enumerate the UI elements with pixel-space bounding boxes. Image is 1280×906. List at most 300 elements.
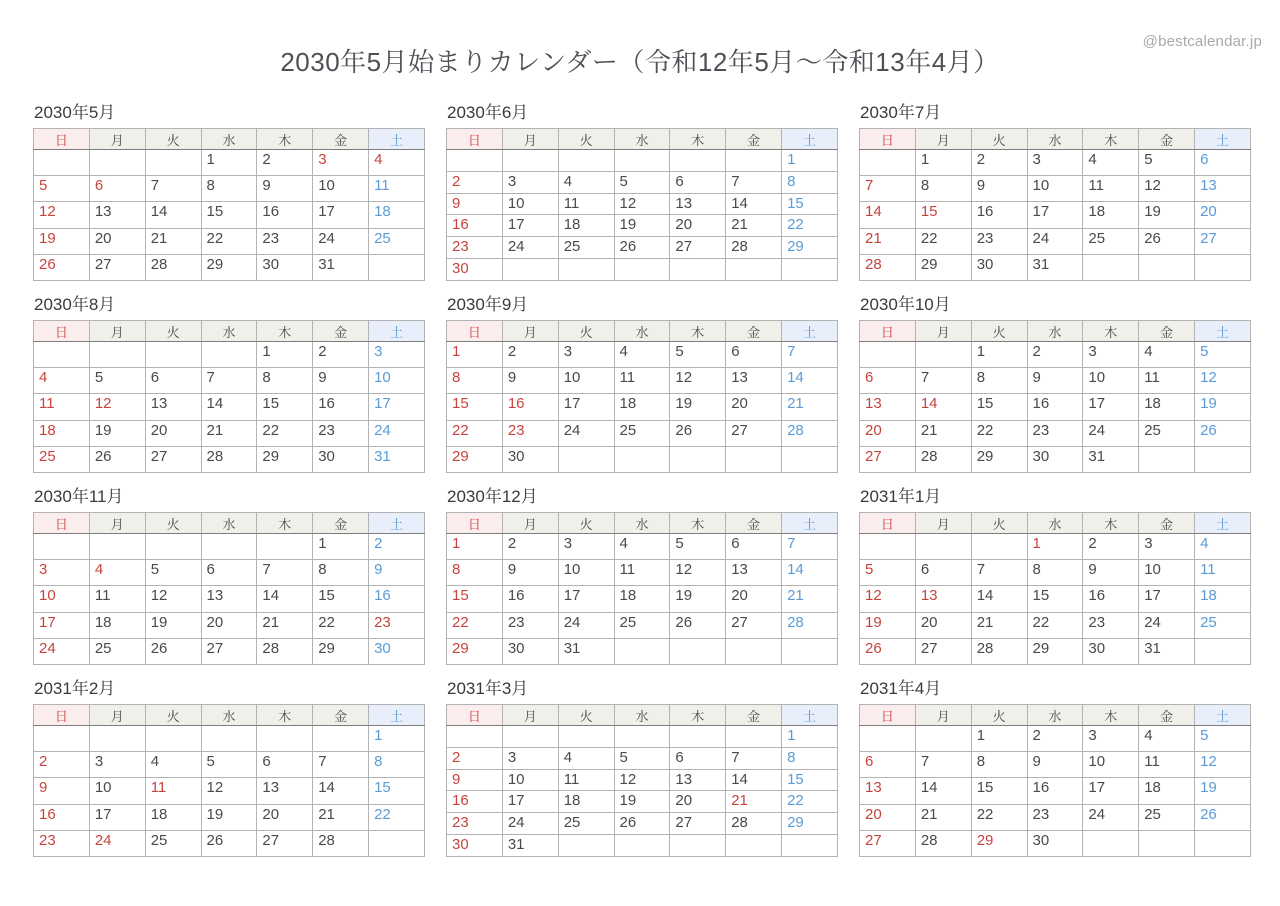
day-cell: 24 xyxy=(34,638,90,664)
day-cell: 30 xyxy=(447,835,503,857)
day-cell: 6 xyxy=(670,171,726,193)
weekday-header-wed: 水 xyxy=(614,705,670,726)
month-block xyxy=(859,103,1251,281)
day-cell: 10 xyxy=(1139,560,1195,586)
day-cell: 8 xyxy=(782,747,838,769)
day-cell: 17 xyxy=(502,791,558,813)
day-cell: 16 xyxy=(502,394,558,420)
day-cell: 28 xyxy=(971,638,1027,664)
day-cell: 6 xyxy=(670,747,726,769)
month-title: 2030年12月 xyxy=(447,487,538,506)
week-row xyxy=(447,237,838,259)
day-cell: 1 xyxy=(201,150,257,176)
week-row xyxy=(34,176,425,202)
weekday-header-sat: 土 xyxy=(369,705,425,726)
day-cell: 8 xyxy=(257,368,313,394)
day-cell: 3 xyxy=(89,752,145,778)
day-cell: 30 xyxy=(257,254,313,280)
week-row xyxy=(447,586,838,612)
weekday-header-tue: 火 xyxy=(145,513,201,534)
day-cell: 9 xyxy=(313,368,369,394)
day-cell: 13 xyxy=(670,193,726,215)
day-cell: 21 xyxy=(257,612,313,638)
day-cell: 5 xyxy=(1195,726,1251,752)
empty-cell xyxy=(447,726,503,748)
day-cell: 17 xyxy=(1139,586,1195,612)
weekday-header-sat: 土 xyxy=(782,705,838,726)
day-cell: 3 xyxy=(502,171,558,193)
day-cell: 27 xyxy=(915,638,971,664)
day-cell: 26 xyxy=(1139,228,1195,254)
empty-cell xyxy=(726,446,782,472)
weekday-header-tue: 火 xyxy=(145,129,201,150)
weekday-header-sat: 土 xyxy=(1195,705,1251,726)
month-table xyxy=(446,512,838,665)
day-cell: 25 xyxy=(1083,228,1139,254)
day-cell: 15 xyxy=(201,202,257,228)
week-row xyxy=(447,612,838,638)
day-cell: 19 xyxy=(614,215,670,237)
day-cell: 10 xyxy=(502,769,558,791)
day-cell: 6 xyxy=(860,368,916,394)
week-row xyxy=(860,726,1251,752)
day-cell: 19 xyxy=(860,612,916,638)
month-title: 2030年7月 xyxy=(860,103,942,122)
month-title: 2030年10月 xyxy=(860,295,951,314)
weekday-header-thu: 木 xyxy=(670,321,726,342)
day-cell: 25 xyxy=(558,237,614,259)
weekday-header-thu: 木 xyxy=(1083,513,1139,534)
weekday-header-sun: 日 xyxy=(860,129,916,150)
day-cell: 26 xyxy=(145,638,201,664)
week-row xyxy=(34,420,425,446)
day-cell: 23 xyxy=(34,830,90,856)
day-cell: 3 xyxy=(34,560,90,586)
day-cell: 6 xyxy=(257,752,313,778)
month-title: 2030年5月 xyxy=(34,103,116,122)
week-row xyxy=(860,202,1251,228)
weekday-header-sun: 日 xyxy=(447,129,503,150)
day-cell: 1 xyxy=(1027,534,1083,560)
day-cell: 21 xyxy=(915,804,971,830)
day-cell: 23 xyxy=(313,420,369,446)
week-row xyxy=(447,368,838,394)
month-block xyxy=(446,679,838,857)
empty-cell xyxy=(1139,254,1195,280)
day-cell: 21 xyxy=(726,215,782,237)
day-cell: 16 xyxy=(1083,586,1139,612)
day-cell: 4 xyxy=(558,747,614,769)
day-cell: 15 xyxy=(971,778,1027,804)
day-cell: 11 xyxy=(1139,368,1195,394)
day-cell: 29 xyxy=(447,446,503,472)
month-title: 2030年9月 xyxy=(447,295,529,314)
day-cell: 15 xyxy=(257,394,313,420)
day-cell: 26 xyxy=(34,254,90,280)
day-cell: 15 xyxy=(782,193,838,215)
week-row xyxy=(34,726,425,752)
day-cell: 19 xyxy=(614,791,670,813)
day-cell: 25 xyxy=(145,830,201,856)
day-cell: 28 xyxy=(726,813,782,835)
empty-cell xyxy=(915,342,971,368)
day-cell: 10 xyxy=(1083,368,1139,394)
day-cell: 23 xyxy=(1027,804,1083,830)
day-cell: 25 xyxy=(614,612,670,638)
week-row xyxy=(447,769,838,791)
day-cell: 7 xyxy=(782,534,838,560)
day-cell: 5 xyxy=(1195,342,1251,368)
empty-cell xyxy=(614,638,670,664)
day-cell: 27 xyxy=(726,420,782,446)
empty-cell xyxy=(257,534,313,560)
weekday-header-mon: 月 xyxy=(915,129,971,150)
weekday-header-sun: 日 xyxy=(447,513,503,534)
empty-cell xyxy=(670,726,726,748)
week-row xyxy=(34,804,425,830)
day-cell: 23 xyxy=(502,612,558,638)
weekday-header-mon: 月 xyxy=(915,321,971,342)
day-cell: 27 xyxy=(670,237,726,259)
month-title: 2031年1月 xyxy=(860,487,942,506)
day-cell: 24 xyxy=(502,813,558,835)
day-cell: 17 xyxy=(313,202,369,228)
empty-cell xyxy=(782,638,838,664)
day-cell: 25 xyxy=(1139,420,1195,446)
week-row xyxy=(447,813,838,835)
month-table xyxy=(859,704,1251,857)
day-cell: 28 xyxy=(915,830,971,856)
day-cell: 1 xyxy=(782,150,838,172)
day-cell: 13 xyxy=(915,586,971,612)
day-cell: 22 xyxy=(369,804,425,830)
day-cell: 7 xyxy=(726,171,782,193)
weekday-header-sat: 土 xyxy=(369,513,425,534)
day-cell: 2 xyxy=(971,150,1027,176)
week-row xyxy=(34,254,425,280)
day-cell: 2 xyxy=(369,534,425,560)
day-cell: 6 xyxy=(201,560,257,586)
empty-cell xyxy=(502,726,558,748)
day-cell: 19 xyxy=(1195,394,1251,420)
day-cell: 19 xyxy=(89,420,145,446)
day-cell: 2 xyxy=(447,747,503,769)
day-cell: 10 xyxy=(1027,176,1083,202)
day-cell: 8 xyxy=(1027,560,1083,586)
weekday-header-fri: 金 xyxy=(313,705,369,726)
day-cell: 1 xyxy=(971,726,1027,752)
day-cell: 25 xyxy=(1139,804,1195,830)
day-cell: 21 xyxy=(782,394,838,420)
day-cell: 17 xyxy=(1083,778,1139,804)
week-row xyxy=(860,228,1251,254)
empty-cell xyxy=(614,150,670,172)
empty-cell xyxy=(670,835,726,857)
day-cell: 22 xyxy=(447,420,503,446)
day-cell: 19 xyxy=(145,612,201,638)
day-cell: 23 xyxy=(257,228,313,254)
day-cell: 1 xyxy=(369,726,425,752)
weekday-header-fri: 金 xyxy=(1139,513,1195,534)
day-cell: 22 xyxy=(313,612,369,638)
day-cell: 30 xyxy=(502,638,558,664)
week-row xyxy=(34,638,425,664)
day-cell: 18 xyxy=(558,215,614,237)
day-cell: 1 xyxy=(447,534,503,560)
empty-cell xyxy=(670,446,726,472)
day-cell: 7 xyxy=(915,752,971,778)
day-cell: 7 xyxy=(313,752,369,778)
week-row xyxy=(447,259,838,281)
week-row xyxy=(34,446,425,472)
empty-cell xyxy=(89,150,145,176)
day-cell: 5 xyxy=(201,752,257,778)
day-cell: 9 xyxy=(1027,752,1083,778)
week-row xyxy=(860,778,1251,804)
weekday-header-mon: 月 xyxy=(502,513,558,534)
day-cell: 14 xyxy=(782,368,838,394)
month-block xyxy=(859,679,1251,857)
weekday-header-thu: 木 xyxy=(670,129,726,150)
day-cell: 12 xyxy=(1195,752,1251,778)
weekday-header-mon: 月 xyxy=(89,129,145,150)
day-cell: 23 xyxy=(1083,612,1139,638)
day-cell: 30 xyxy=(1027,830,1083,856)
weekday-header-sat: 土 xyxy=(782,513,838,534)
day-cell: 22 xyxy=(782,791,838,813)
weekday-header-tue: 火 xyxy=(971,705,1027,726)
day-cell: 12 xyxy=(614,769,670,791)
weekday-header-wed: 水 xyxy=(1027,321,1083,342)
weekday-header-mon: 月 xyxy=(502,321,558,342)
week-row xyxy=(860,176,1251,202)
day-cell: 1 xyxy=(257,342,313,368)
week-row xyxy=(34,342,425,368)
empty-cell xyxy=(558,259,614,281)
weekday-header-tue: 火 xyxy=(971,321,1027,342)
weekday-header-thu: 木 xyxy=(1083,321,1139,342)
empty-cell xyxy=(915,726,971,752)
month-table xyxy=(446,128,838,281)
week-row xyxy=(447,420,838,446)
weekday-header-tue: 火 xyxy=(145,321,201,342)
empty-cell xyxy=(447,150,503,172)
day-cell: 16 xyxy=(1027,778,1083,804)
week-row xyxy=(34,228,425,254)
weekday-header-thu: 木 xyxy=(1083,705,1139,726)
weekday-header-mon: 月 xyxy=(502,705,558,726)
day-cell: 31 xyxy=(1027,254,1083,280)
day-cell: 8 xyxy=(971,368,1027,394)
empty-cell xyxy=(860,342,916,368)
empty-cell xyxy=(34,342,90,368)
day-cell: 17 xyxy=(558,586,614,612)
day-cell: 29 xyxy=(782,237,838,259)
day-cell: 9 xyxy=(1027,368,1083,394)
month-block xyxy=(33,103,425,281)
month-block xyxy=(446,487,838,665)
day-cell: 18 xyxy=(369,202,425,228)
weekday-header-sat: 土 xyxy=(369,129,425,150)
day-cell: 3 xyxy=(313,150,369,176)
weekday-header-sat: 土 xyxy=(1195,129,1251,150)
weekday-header-sat: 土 xyxy=(782,129,838,150)
weekday-header-fri: 金 xyxy=(726,705,782,726)
empty-cell xyxy=(1195,830,1251,856)
day-cell: 12 xyxy=(1195,368,1251,394)
day-cell: 22 xyxy=(971,804,1027,830)
day-cell: 20 xyxy=(670,215,726,237)
day-cell: 18 xyxy=(89,612,145,638)
month-block xyxy=(446,295,838,473)
empty-cell xyxy=(89,726,145,752)
day-cell: 20 xyxy=(1195,202,1251,228)
empty-cell xyxy=(726,726,782,748)
day-cell: 24 xyxy=(502,237,558,259)
day-cell: 13 xyxy=(201,586,257,612)
day-cell: 18 xyxy=(614,586,670,612)
day-cell: 24 xyxy=(558,420,614,446)
day-cell: 18 xyxy=(34,420,90,446)
weekday-header-fri: 金 xyxy=(313,513,369,534)
empty-cell xyxy=(369,254,425,280)
empty-cell xyxy=(502,259,558,281)
day-cell: 9 xyxy=(447,769,503,791)
day-cell: 2 xyxy=(257,150,313,176)
day-cell: 9 xyxy=(1083,560,1139,586)
day-cell: 2 xyxy=(1027,342,1083,368)
weekday-header-sun: 日 xyxy=(860,321,916,342)
day-cell: 1 xyxy=(915,150,971,176)
weekday-header-mon: 月 xyxy=(502,129,558,150)
day-cell: 18 xyxy=(1083,202,1139,228)
day-cell: 11 xyxy=(558,769,614,791)
weekday-header-wed: 水 xyxy=(201,705,257,726)
day-cell: 2 xyxy=(34,752,90,778)
day-cell: 23 xyxy=(502,420,558,446)
day-cell: 23 xyxy=(971,228,1027,254)
day-cell: 17 xyxy=(1027,202,1083,228)
day-cell: 25 xyxy=(558,813,614,835)
empty-cell xyxy=(201,342,257,368)
week-row xyxy=(447,446,838,472)
weekday-header-fri: 金 xyxy=(313,321,369,342)
month-title: 2030年6月 xyxy=(447,103,529,122)
day-cell: 12 xyxy=(670,368,726,394)
day-cell: 9 xyxy=(447,193,503,215)
month-table xyxy=(33,320,425,473)
day-cell: 8 xyxy=(971,752,1027,778)
day-cell: 18 xyxy=(1139,778,1195,804)
day-cell: 19 xyxy=(201,804,257,830)
day-cell: 13 xyxy=(860,778,916,804)
day-cell: 10 xyxy=(558,560,614,586)
weekday-header-thu: 木 xyxy=(257,129,313,150)
day-cell: 4 xyxy=(1139,342,1195,368)
day-cell: 9 xyxy=(502,560,558,586)
day-cell: 23 xyxy=(369,612,425,638)
empty-cell xyxy=(782,259,838,281)
day-cell: 21 xyxy=(201,420,257,446)
day-cell: 25 xyxy=(34,446,90,472)
month-title: 2031年2月 xyxy=(34,679,116,698)
day-cell: 20 xyxy=(915,612,971,638)
day-cell: 4 xyxy=(558,171,614,193)
empty-cell xyxy=(34,534,90,560)
weekday-header-mon: 月 xyxy=(915,705,971,726)
day-cell: 14 xyxy=(145,202,201,228)
day-cell: 31 xyxy=(558,638,614,664)
day-cell: 26 xyxy=(614,813,670,835)
day-cell: 21 xyxy=(915,420,971,446)
empty-cell xyxy=(313,726,369,752)
day-cell: 11 xyxy=(1139,752,1195,778)
day-cell: 11 xyxy=(1195,560,1251,586)
empty-cell xyxy=(201,726,257,752)
weekday-header-wed: 水 xyxy=(201,321,257,342)
day-cell: 9 xyxy=(502,368,558,394)
day-cell: 25 xyxy=(614,420,670,446)
week-row xyxy=(860,394,1251,420)
day-cell: 18 xyxy=(558,791,614,813)
day-cell: 31 xyxy=(1139,638,1195,664)
day-cell: 14 xyxy=(782,560,838,586)
day-cell: 30 xyxy=(447,259,503,281)
empty-cell xyxy=(145,534,201,560)
day-cell: 7 xyxy=(726,747,782,769)
day-cell: 26 xyxy=(201,830,257,856)
empty-cell xyxy=(971,534,1027,560)
day-cell: 19 xyxy=(34,228,90,254)
weekday-header-thu: 木 xyxy=(670,705,726,726)
day-cell: 7 xyxy=(257,560,313,586)
week-row xyxy=(860,804,1251,830)
day-cell: 12 xyxy=(614,193,670,215)
day-cell: 8 xyxy=(369,752,425,778)
day-cell: 2 xyxy=(502,342,558,368)
empty-cell xyxy=(558,446,614,472)
weekday-header-mon: 月 xyxy=(89,321,145,342)
week-row xyxy=(447,791,838,813)
day-cell: 2 xyxy=(447,171,503,193)
week-row xyxy=(860,638,1251,664)
weekday-header-sun: 日 xyxy=(447,321,503,342)
weekday-header-fri: 金 xyxy=(1139,129,1195,150)
day-cell: 3 xyxy=(1139,534,1195,560)
day-cell: 16 xyxy=(1027,394,1083,420)
weekday-header-tue: 火 xyxy=(558,129,614,150)
empty-cell xyxy=(558,726,614,748)
day-cell: 4 xyxy=(89,560,145,586)
month-title: 2030年8月 xyxy=(34,295,116,314)
weekday-header-tue: 火 xyxy=(971,129,1027,150)
day-cell: 16 xyxy=(369,586,425,612)
day-cell: 21 xyxy=(782,586,838,612)
day-cell: 19 xyxy=(670,586,726,612)
empty-cell xyxy=(915,534,971,560)
day-cell: 28 xyxy=(860,254,916,280)
week-row xyxy=(34,752,425,778)
day-cell: 7 xyxy=(782,342,838,368)
weekday-header-sat: 土 xyxy=(1195,513,1251,534)
day-cell: 13 xyxy=(89,202,145,228)
day-cell: 3 xyxy=(1027,150,1083,176)
weekday-header-sat: 土 xyxy=(369,321,425,342)
day-cell: 29 xyxy=(971,446,1027,472)
day-cell: 29 xyxy=(447,638,503,664)
week-row xyxy=(447,534,838,560)
day-cell: 6 xyxy=(89,176,145,202)
